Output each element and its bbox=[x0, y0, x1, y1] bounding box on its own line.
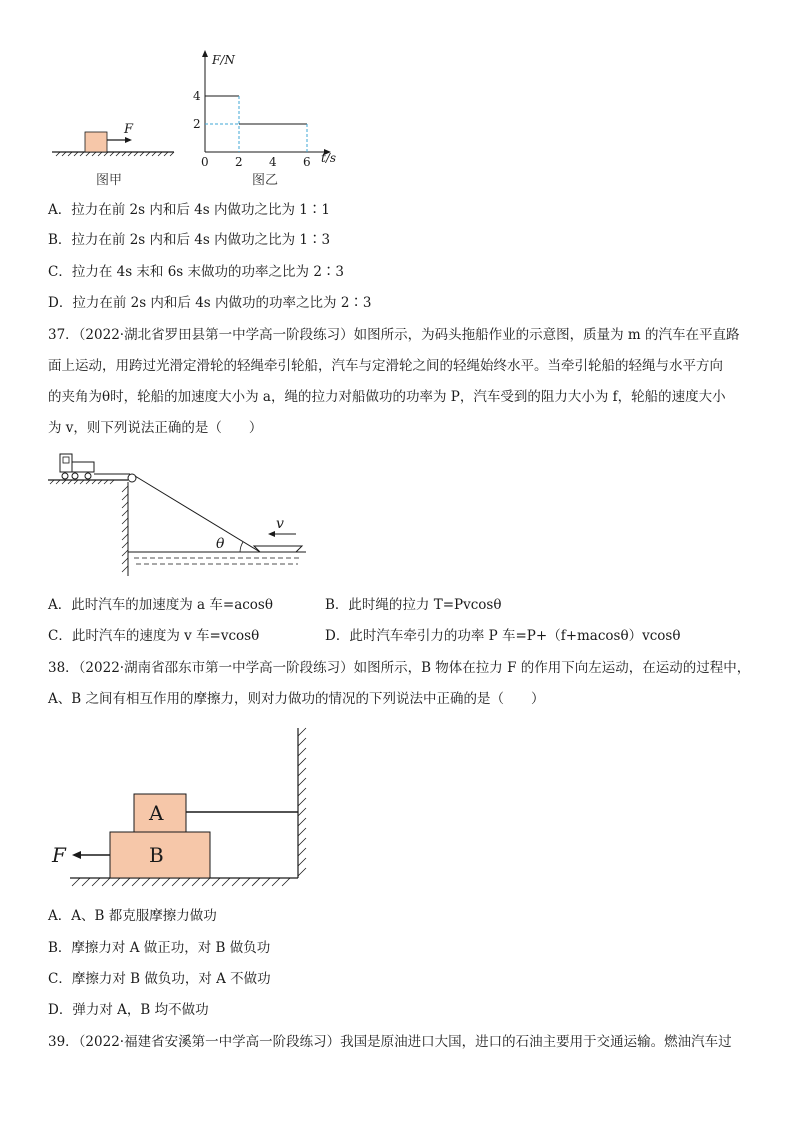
q38-option-d[interactable]: D．弹力对 A，B 均不做功 bbox=[48, 1002, 209, 1018]
q37-option-b[interactable]: B．此时绳的拉力 T=Pvcosθ bbox=[325, 597, 502, 613]
caption-jia: 图甲 bbox=[96, 173, 123, 188]
q36-option-b[interactable]: B．拉力在前 2s 内和后 4s 内做功之比为 1∶3 bbox=[48, 232, 331, 248]
q36-option-a[interactable]: A．拉力在前 2s 内和后 4s 内做功之比为 1∶1 bbox=[48, 202, 330, 218]
angle-label: θ bbox=[216, 536, 225, 552]
block bbox=[85, 132, 107, 152]
q38-option-b[interactable]: B．摩擦力对 A 做正功，对 B 做负功 bbox=[48, 940, 271, 956]
figure-q37-boat bbox=[44, 448, 314, 580]
y-tick-label-1: 2 bbox=[193, 117, 201, 131]
q38-stem-line-2: A、B 之间有相互作用的摩擦力，则对力做功的情况的下列说法中正确的是（ ） bbox=[48, 691, 545, 707]
x-axis-label: t/s bbox=[321, 151, 337, 165]
velocity-label: v bbox=[276, 516, 284, 532]
x-tick-label-3: 6 bbox=[303, 155, 311, 166]
figure-yi-graph bbox=[185, 48, 345, 166]
block-b-label: B bbox=[149, 843, 164, 867]
q36-option-d[interactable]: D．拉力在前 2s 内和后 4s 内做功的功率之比为 2∶3 bbox=[48, 295, 372, 311]
figure-q38-blocks bbox=[48, 722, 318, 892]
q39-stem-line-1: 39．（2022·福建省安溪第一中学高一阶段练习）我国是原油进口大国，进口的石油主要用于交通运输。燃油汽车过 bbox=[48, 1034, 732, 1050]
q37-stem-line-4: 为 v，则下列说法正确的是（ ） bbox=[48, 420, 263, 436]
x-tick-label-1: 2 bbox=[235, 155, 243, 166]
q37-option-c[interactable]: C．此时汽车的速度为 v 车=vcosθ bbox=[48, 628, 260, 644]
block-a-label: A bbox=[149, 801, 164, 825]
force-label: F bbox=[52, 843, 66, 867]
q38-option-a[interactable]: A．A、B 都克服摩擦力做功 bbox=[48, 908, 217, 924]
q37-stem-line-1: 37．（2022·湖北省罗田县第一中学高一阶段练习）如图所示，为码头拖船作业的示意图，质量为 m 的汽车在平直路 bbox=[48, 327, 740, 343]
q37-stem-line-2: 面上运动，用跨过光滑定滑轮的轻绳牵引轮船，汽车与定滑轮之间的轻绳始终水平。当牵引轮船的轻绳与水平方向 bbox=[48, 358, 723, 374]
q36-option-c[interactable]: C．拉力在 4s 末和 6s 末做功的功率之比为 2∶3 bbox=[48, 264, 344, 280]
caption-yi: 图乙 bbox=[252, 173, 279, 188]
q38-stem-line-1: 38．（2022·湖南省邵东市第一中学高一阶段练习）如图所示，B 物体在拉力 F 的作用下向左运动，在运动的过程中， bbox=[48, 660, 751, 676]
x-tick-label-0: 0 bbox=[201, 155, 209, 166]
y-tick-label-0: 4 bbox=[193, 89, 201, 103]
q37-stem-line-3: 的夹角为θ时，轮船的加速度大小为 a，绳的拉力对船做功的功率为 P，汽车受到的阻力大小为 f，轮船的速度大小 bbox=[48, 389, 726, 405]
truck-icon bbox=[60, 454, 94, 479]
force-label: F bbox=[124, 122, 134, 137]
figure-jia bbox=[48, 112, 178, 160]
q38-option-c[interactable]: C．摩擦力对 B 做负功，对 A 不做功 bbox=[48, 971, 271, 987]
q37-option-d[interactable]: D．此时汽车牵引力的功率 P 车=P+（f+macosθ）vcosθ bbox=[325, 628, 681, 644]
q37-option-a[interactable]: A．此时汽车的加速度为 a 车=acosθ bbox=[48, 597, 273, 613]
x-tick-label-2: 4 bbox=[269, 155, 277, 166]
y-axis-label: F/N bbox=[212, 53, 235, 67]
